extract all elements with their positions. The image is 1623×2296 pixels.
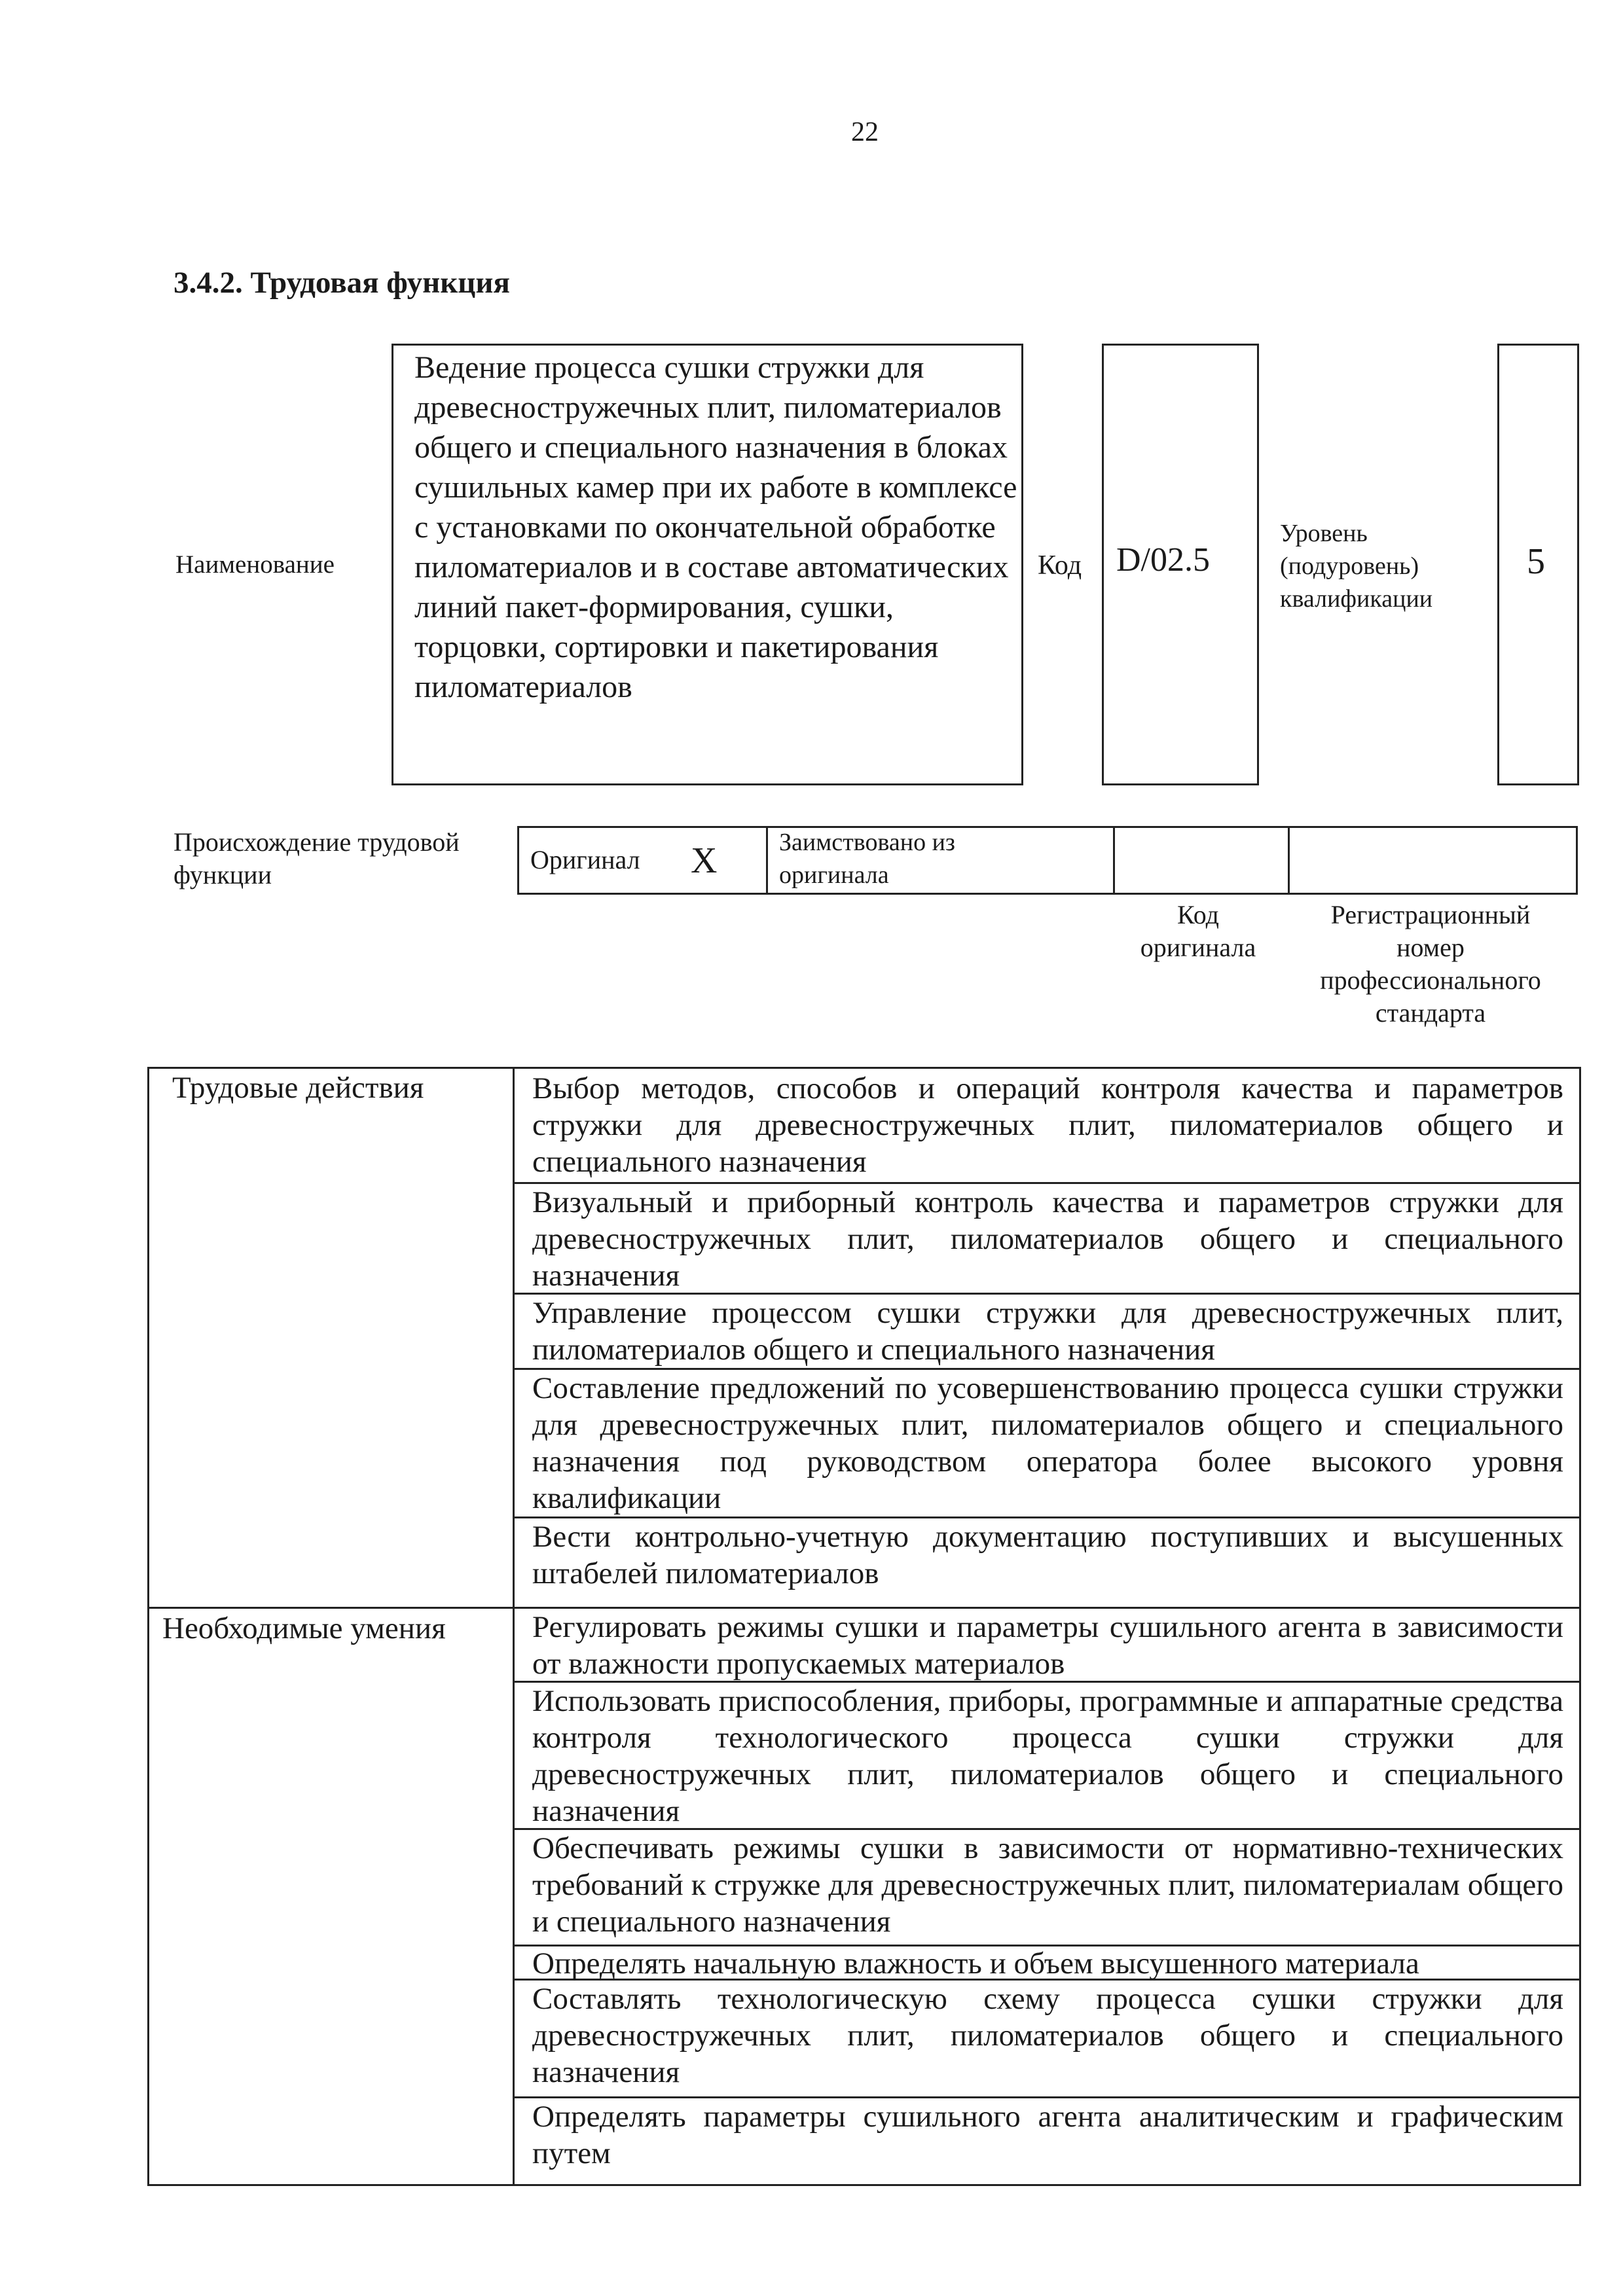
- skill-item: Определять параметры сушильного агента аналитическим и графическим путем: [532, 2100, 1563, 2170]
- original-label: Оригинал: [530, 845, 640, 874]
- skill-item: Составлять технологическую схему процесса сушки стружки для древесностружечных плит, пиломатериалов общего и специального назначения: [532, 1982, 1563, 2089]
- code-label: Код: [1038, 550, 1082, 581]
- original-mark: X: [691, 840, 718, 881]
- name-label: Наименование: [175, 550, 335, 579]
- labor-action-item: Составление предложений по усовершенствованию процесса сушки стружки для древесностружечных плит, пиломатериалов общего и специального назначения под руководством оператора более высокого уровня квалификации: [532, 1371, 1563, 1515]
- origin-table: [517, 826, 1578, 895]
- labor-action-item: Вести контрольно-учетную документацию поступивших и высушенных штабелей пиломатериалов: [532, 1520, 1563, 1590]
- column-divider: [513, 1069, 515, 2184]
- function-name-box: [392, 344, 1023, 785]
- level-value: 5: [1527, 541, 1545, 582]
- reg-number-caption: [1283, 899, 1578, 1030]
- code-value: D/02.5: [1116, 541, 1210, 579]
- skill-item: Регулировать режимы сушки и параметры сушильного агента в зависимости от влажности пропускаемых материалов: [532, 1610, 1563, 1681]
- section-title: 3.4.2. Трудовая функция: [173, 266, 510, 300]
- borrowed-label: [779, 826, 1028, 891]
- code-original-caption-text: Код оригинала: [1140, 900, 1256, 962]
- origin-label: [173, 826, 501, 891]
- origin-cell-reg: [1290, 828, 1578, 893]
- skill-item: Обеспечивать режимы сушки в зависимости от нормативно-технических требований к стружке для древесностружечных плит, пиломатериалам общего и специального назначения: [532, 1831, 1563, 1939]
- function-name: Ведение процесса сушки стружки для древесностружечных плит, пиломатериалов общего и специального назначения в блоках сушильных камер при их работе в комплексе с установками по окончательной обработке пиломатериалов и в составе автоматических линий пакет-формирования, сушки, торцовки, сортировки и пакетирования пиломатериалов: [414, 350, 1017, 704]
- main-table: [147, 1067, 1581, 2186]
- code-original-caption: [1113, 899, 1283, 964]
- skill-item: Определять начальную влажность и объем высушенного материала: [532, 1946, 1419, 1981]
- origin-cell-code: [1115, 828, 1290, 893]
- labor-actions-heading: Трудовые действия: [172, 1071, 424, 1105]
- reg-number-caption-text: Регистрационный номер профессионального стандарта: [1320, 900, 1541, 1028]
- skill-item: Использовать приспособления, приборы, программные и аппаратные средства контроля технологического процесса сушки стружки для древесностружечных плит, пиломатериалов общего и специального назначения: [532, 1684, 1563, 1828]
- level-label: [1280, 517, 1476, 615]
- origin-label-text: Происхождение трудовой функции: [173, 827, 460, 889]
- page-number: 22: [851, 117, 879, 147]
- level-label-text: Уровень (подуровень) квалификации: [1280, 520, 1433, 613]
- labor-action-item: Управление процессом сушки стружки для древесностружечных плит, пиломатериалов общего и специального назначения: [532, 1296, 1563, 1367]
- labor-action-item: Визуальный и приборный контроль качества и параметров стружки для древесностружечных плит, пиломатериалов общего и специального назначения: [532, 1185, 1563, 1293]
- labor-action-item: Выбор методов, способов и операций контроля качества и параметров стружки для древесностружечных плит, пиломатериалов общего и специального назначения: [532, 1071, 1563, 1179]
- required-skills-heading: Необходимые умения: [162, 1611, 446, 1645]
- borrowed-label-text: Заимствовано из оригинала: [779, 829, 955, 889]
